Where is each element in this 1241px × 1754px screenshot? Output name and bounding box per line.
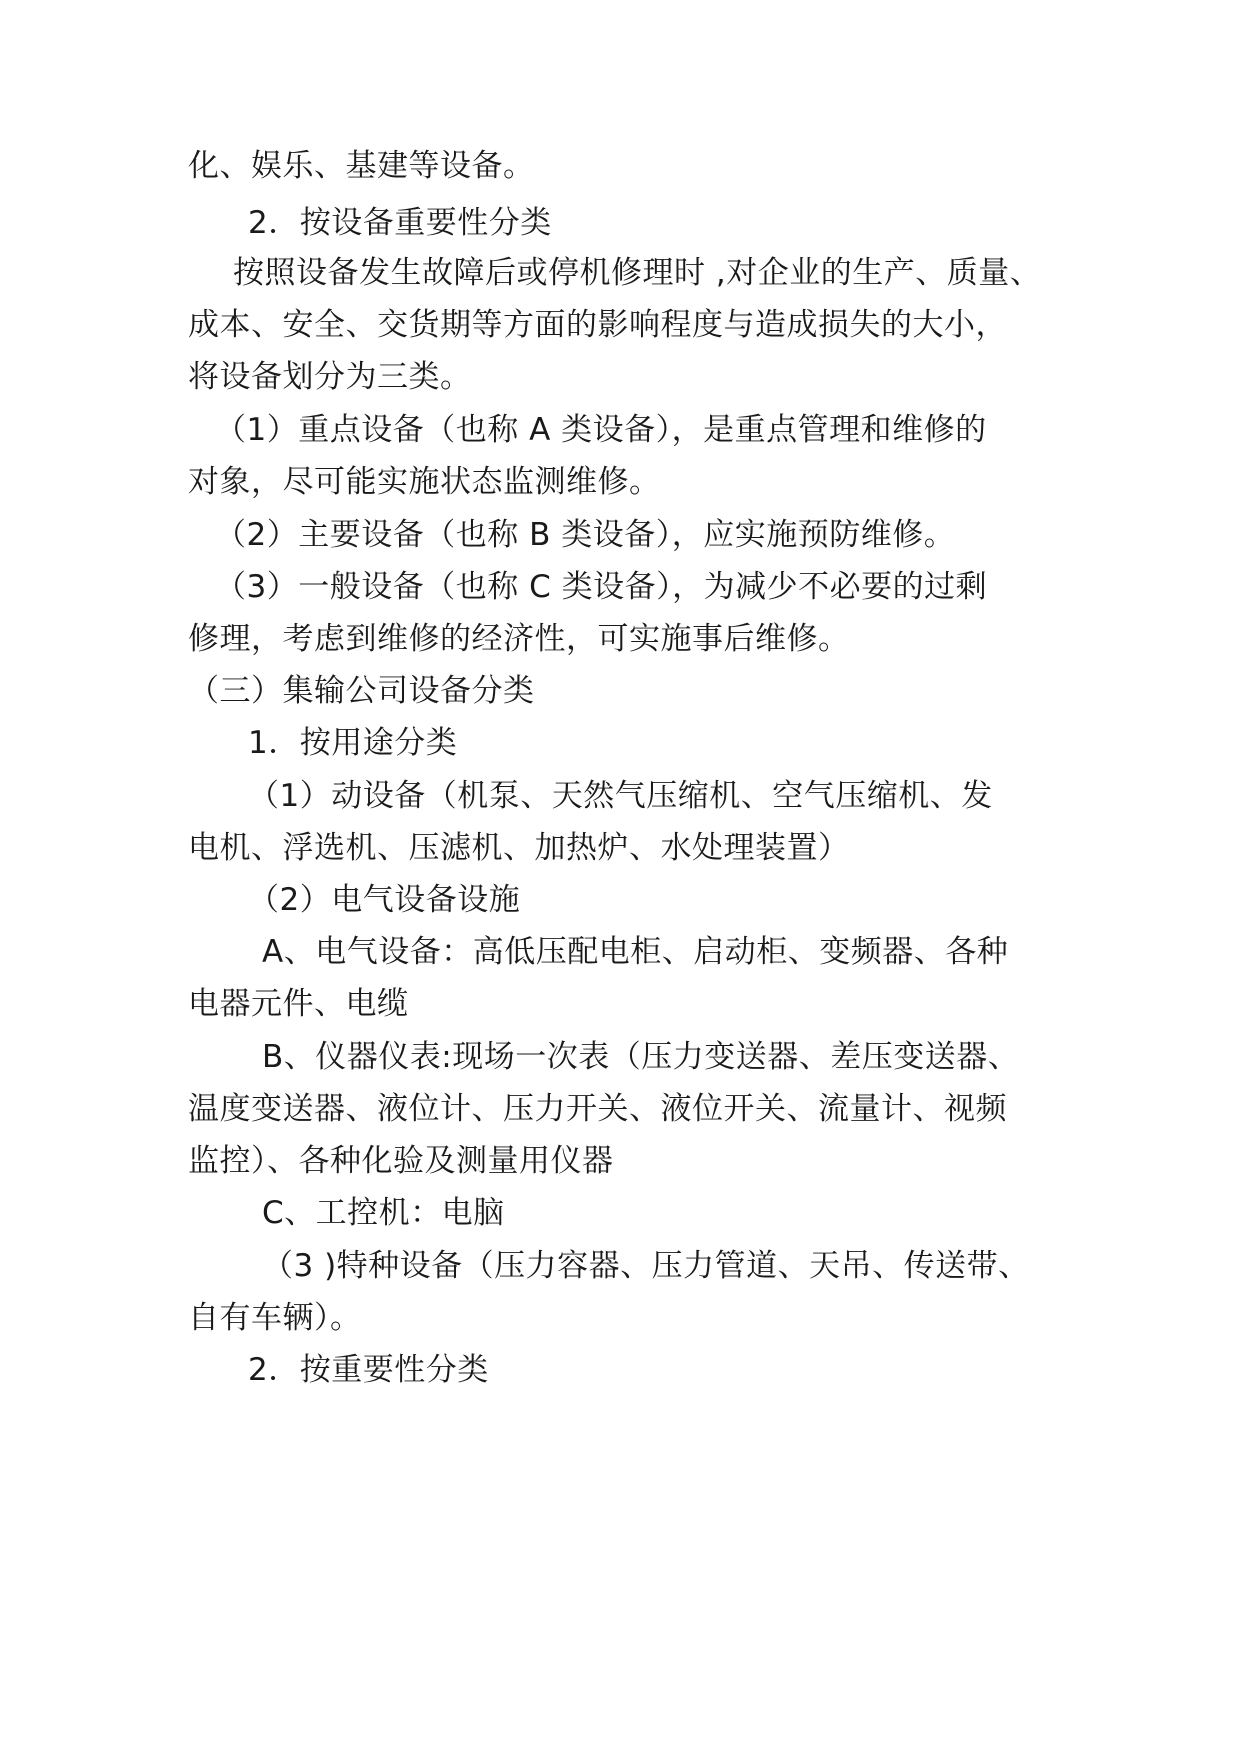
list-item: （2）电气设备设施 xyxy=(248,882,521,918)
section-heading: 1．按用途分类 xyxy=(248,725,458,761)
text-line: 按照设备发生故障后或停机修理时 ,对企业的生产、质量、 xyxy=(233,255,1042,291)
list-item: A、电气设备：高低压配电柜、启动柜、变频器、各种 xyxy=(262,934,1009,970)
list-item: C、工控机：电脑 xyxy=(262,1195,505,1231)
list-item: B、仪器仪表:现场一次表（压力变送器、差压变送器、 xyxy=(262,1039,1020,1075)
text-line: 化、娱乐、基建等设备。 xyxy=(188,148,535,184)
text-line: 电机、浮选机、压滤机、加热炉、水处理装置） xyxy=(188,830,850,866)
list-item: （1）动设备（机泵、天然气压缩机、空气压缩机、发 xyxy=(248,778,993,814)
list-item: （3）一般设备（也称 C 类设备），为减少不必要的过剩 xyxy=(215,569,988,605)
text-line: 成本、安全、交货期等方面的影响程度与造成损失的大小， xyxy=(188,307,1007,343)
list-item: （1）重点设备（也称 A 类设备），是重点管理和维修的 xyxy=(215,412,987,448)
text-line: 将设备划分为三类。 xyxy=(188,359,472,395)
section-heading: 2．按设备重要性分类 xyxy=(248,205,552,241)
section-heading: 2．按重要性分类 xyxy=(248,1352,489,1388)
section-heading: （三）集输公司设备分类 xyxy=(188,673,535,709)
list-item: （2）主要设备（也称 B 类设备），应实施预防维修。 xyxy=(215,517,956,553)
text-line: 温度变送器、液位计、压力开关、液位开关、流量计、视频 xyxy=(188,1091,1007,1127)
text-line: 对象，尽可能实施状态监测维修。 xyxy=(188,464,661,500)
list-item: （3 )特种设备（压力容器、压力管道、天吊、传送带、 xyxy=(262,1248,1030,1284)
text-line: 电器元件、电缆 xyxy=(188,986,409,1022)
text-line: 修理，考虑到维修的经济性，可实施事后维修。 xyxy=(188,621,850,657)
text-line: 监控）、各种化验及测量用仪器 xyxy=(188,1143,614,1179)
text-line: 自有车辆）。 xyxy=(188,1300,362,1336)
